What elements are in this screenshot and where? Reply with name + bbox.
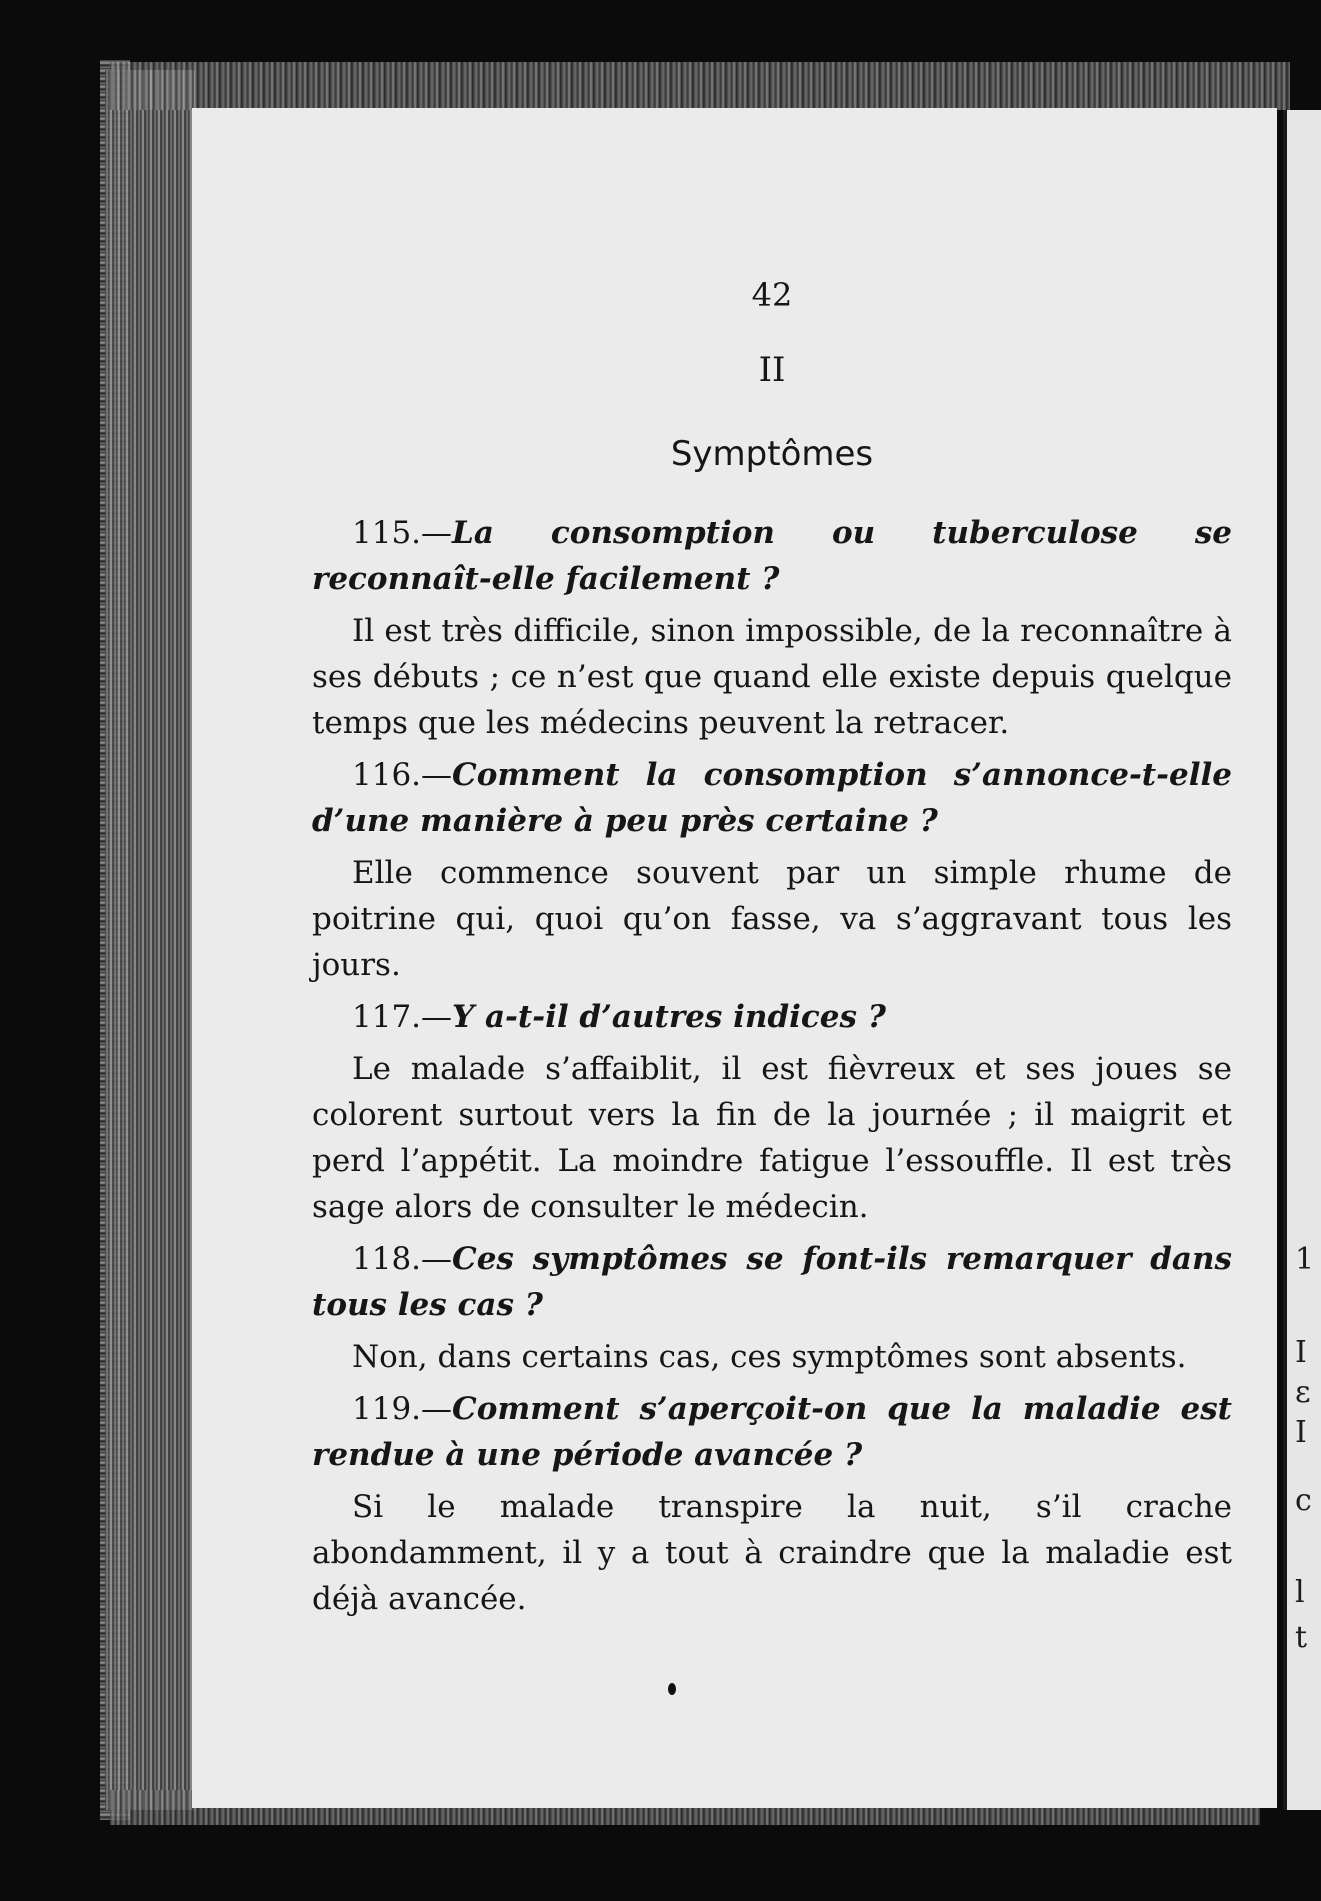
question-115 (312, 510, 1232, 602)
adjacent-fragment: t (1295, 1620, 1308, 1655)
section-number: II (758, 350, 786, 390)
question-number: 117.— (352, 999, 453, 1035)
answer-118: Non, dans certains cas, ces symptômes sont absents. (352, 1339, 1187, 1375)
question-119 (312, 1386, 1232, 1478)
question-number: 118.— (352, 1241, 453, 1277)
question-text: Comment la consomption s’annonce-t-elle d’une manière à peu près certaine ? (312, 757, 1232, 839)
question-text: La consomption ou tuberculose se reconnaît-elle facilement ? (312, 515, 1232, 597)
book-top-edge (110, 62, 1290, 110)
adjacent-fragment: l (1295, 1575, 1305, 1610)
answer-119: Si le malade transpire la nuit, s’il crache abondamment, il y a tout à craindre que la maladie est déjà avancée. (312, 1489, 1232, 1617)
adjacent-fragment: ɛ (1295, 1375, 1311, 1410)
adjacent-page-edge (1283, 110, 1321, 1810)
question-text: Ces symptômes se font-ils remarquer dans tous les cas ? (312, 1241, 1232, 1323)
section-title: Symptômes (670, 434, 874, 474)
question-answer-list (312, 510, 1232, 1628)
question-118 (312, 1236, 1232, 1328)
answer-116: Elle commence souvent par un simple rhume de poitrine qui, quoi qu’on fasse, va s’aggravant tous les jours. (312, 855, 1232, 983)
adjacent-fragment: c (1295, 1483, 1312, 1518)
question-116 (312, 752, 1232, 844)
question-number: 115.— (352, 515, 453, 551)
adjacent-fragment: I (1295, 1335, 1307, 1370)
question-117 (312, 994, 1232, 1040)
question-number: 119.— (352, 1391, 453, 1427)
question-text: Comment s’aperçoit-on que la maladie est rendue à une période avancée ? (312, 1391, 1232, 1473)
ink-speck (668, 1683, 676, 1695)
page-number: 42 (751, 276, 793, 314)
book-cover-cloth (105, 70, 195, 1810)
adjacent-fragment: 1 (1295, 1242, 1315, 1277)
question-text: Y a-t-il d’autres indices ? (452, 999, 886, 1035)
question-number: 116.— (352, 757, 453, 793)
answer-115: Il est très difficile, sinon impossible, de la reconnaître à ses débuts ; ce n’est que quand elle existe depuis quelque temps que les médecins peuvent la retracer. (312, 613, 1232, 741)
adjacent-fragment: I (1295, 1415, 1307, 1450)
answer-117: Le malade s’affaiblit, il est fièvreux et ses joues se colorent surtout vers la fin de la journée ; il maigrit et perd l’appétit. La moindre fatigue l’essouffle. Il est très sage alors de consulter le médecin. (312, 1051, 1232, 1225)
